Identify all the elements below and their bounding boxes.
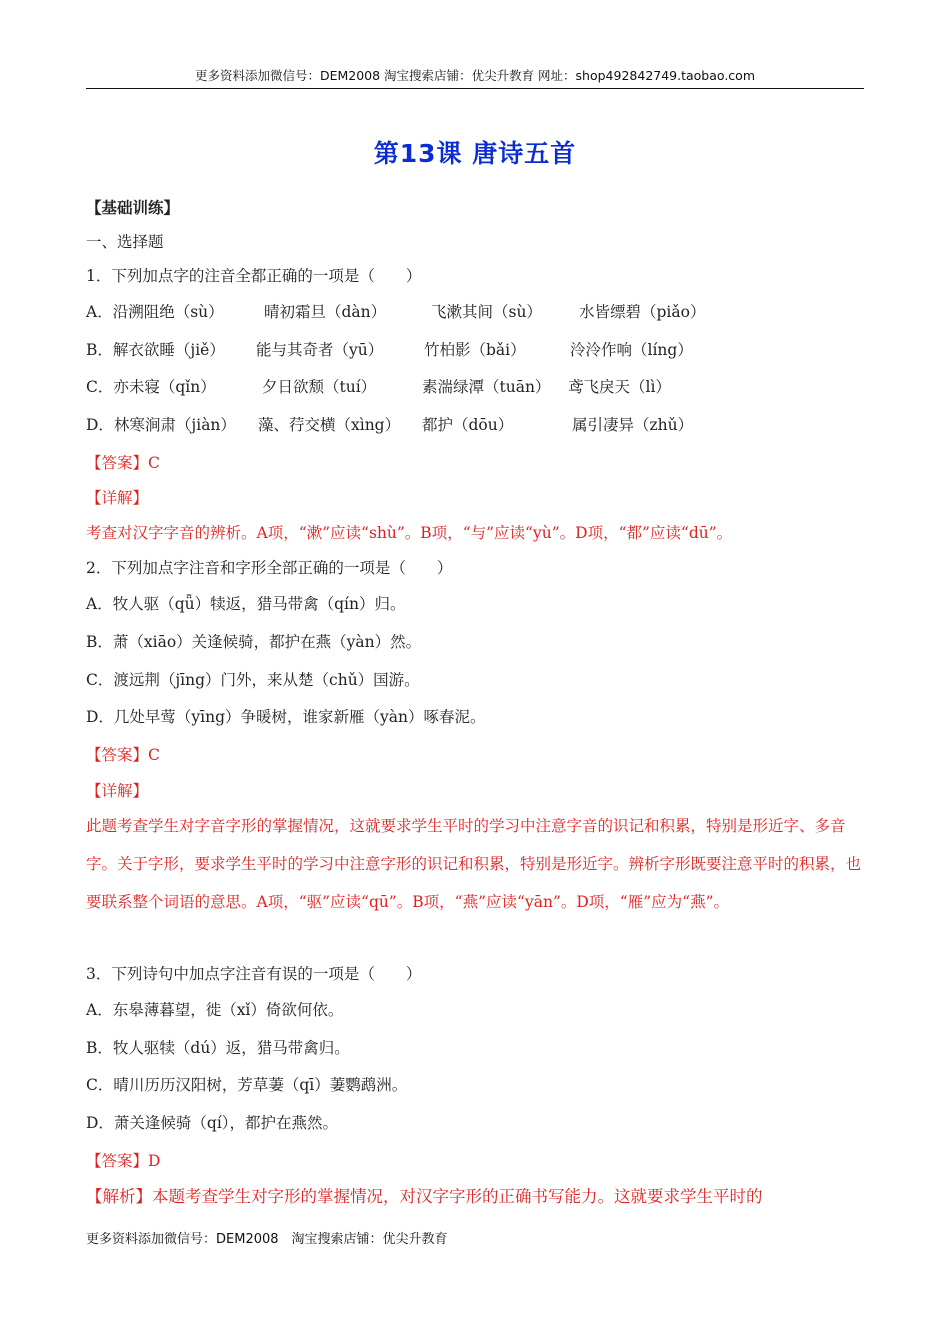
- q2-answer: 【答案】C: [86, 746, 160, 764]
- page-header: 更多资料添加微信号：DEM2008 淘宝搜索店铺：优尖升教育 网址：shop492842749.taobao.com: [86, 66, 864, 89]
- q1-detail: 考查对汉字字音的辨析。A项，“漱”应读“shù”。B项，“与”应读“yù”。D项，“都”应读“dū”。: [86, 524, 733, 542]
- q3-option-a: A．东皋薄暮望，徙（xǐ）倚欲何依。: [86, 1001, 344, 1019]
- q2-option-d: D．几处早莺（yīng）争暖树，谁家新雁（yàn）啄春泥。: [86, 708, 486, 726]
- page-title: 第13课 唐诗五首: [373, 139, 577, 168]
- q3-option-d: D．萧关逢候骑（qí），都护在燕然。: [86, 1114, 339, 1132]
- q3-analysis: 【解析】本题考查学生对字形的掌握情况，对汉字字形的正确书写能力。这就要求学生平时的: [86, 1187, 763, 1206]
- question-3-stem: 3．下列诗句中加点字注音有误的一项是（ ）: [86, 965, 422, 983]
- part-heading: 一、选择题: [86, 233, 164, 251]
- q2-option-b: B．萧（xiāo）关逢候骑，都护在燕（yàn）然。: [86, 633, 422, 651]
- q2-option-a: A．牧人驱（qǖ）犊返，猎马带禽（qín）归。: [86, 595, 406, 613]
- q3-answer: 【答案】D: [86, 1152, 161, 1170]
- q1-detail-label: 【详解】: [86, 489, 149, 507]
- page-footer: 更多资料添加微信号：DEM2008 淘宝搜索店铺：优尖升教育: [86, 1232, 448, 1247]
- q1-answer: 【答案】C: [86, 454, 160, 472]
- section-title: 【基础训练】: [86, 198, 180, 217]
- question-1-stem: 1．下列加点字的注音全都正确的一项是（ ）: [86, 267, 422, 285]
- question-2-stem: 2．下列加点字注音和字形全部正确的一项是（ ）: [86, 559, 453, 577]
- q2-option-c: C．渡远荆（jīng）门外，来从楚（chǔ）国游。: [86, 671, 420, 689]
- q3-option-c: C．晴川历历汉阳树，芳草萋（qī）萋鹦鹉洲。: [86, 1076, 408, 1094]
- q2-detail-label: 【详解】: [86, 782, 149, 800]
- q3-option-b: B．牧人驱犊（dú）返，猎马带禽归。: [86, 1039, 350, 1057]
- q2-detail: 此题考查学生对字音字形的掌握情况，这就要求学生平时的学习中注意字音的识记和积累，特别是形近字、多音字。关于字形，要求学生平时的学习中注意字形的识记和积累，特别是形近字。辨析字形既要注意平时的积累，也要联系整个词语的意思。A项，“驱”应读“qū”。B项，“燕”应读“yān”。D项，“雁”应为“燕”。: [86, 817, 862, 911]
